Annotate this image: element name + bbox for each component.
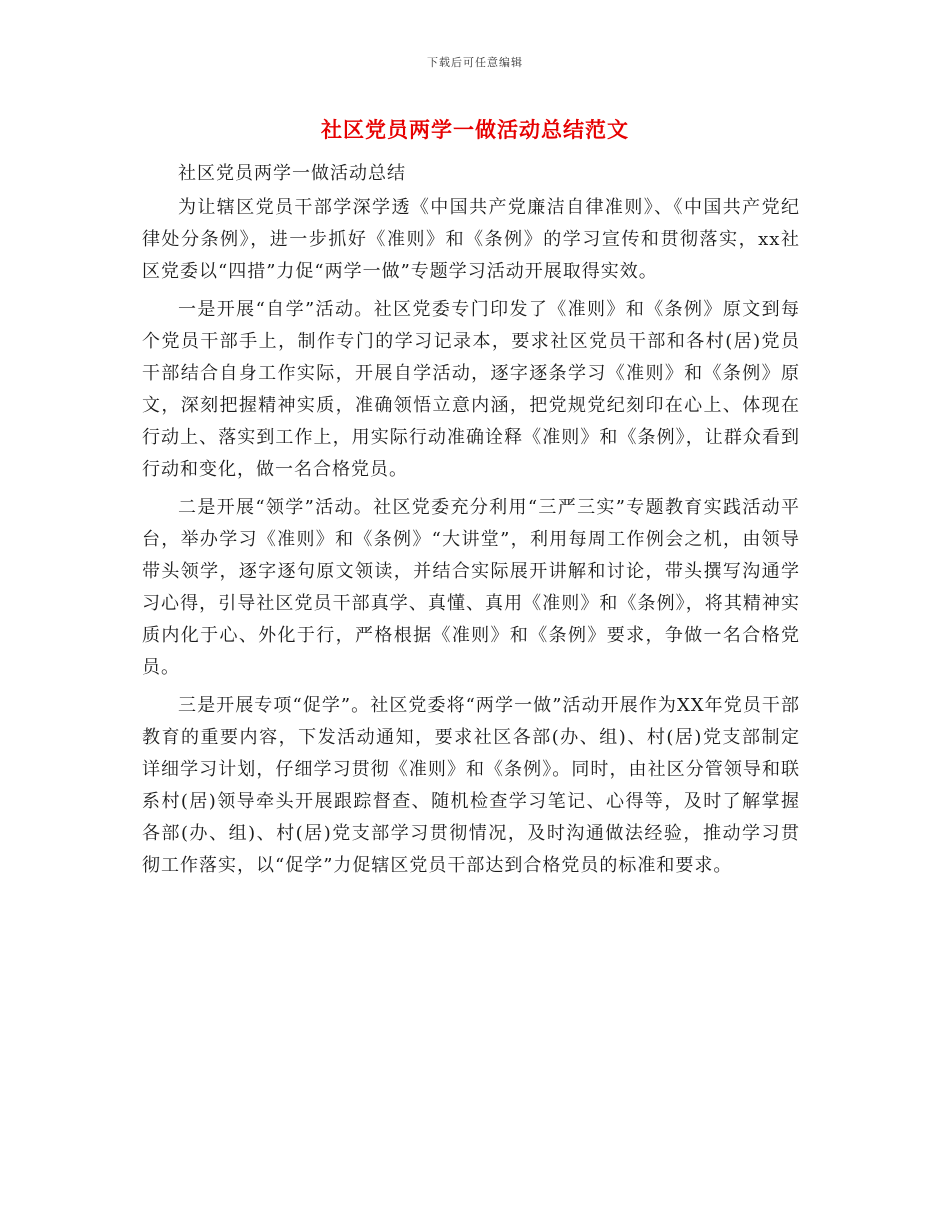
paragraph-self-study: 一是开展“自学”活动。社区党委专门印发了《准则》和《条例》原文到每个党员干部手上，制作专门的学习记录本，要求社区党员干部和各村(居)党员干部结合自身工作实际，开展自学活动，逐字逐条学习《准则》和《条例》原文，深刻把握精神实质，准确领悟立意内涵，把党规党纪刻印在心上、体现在行动上、落实到工作上，用实际行动准确诠释《准则》和《条例》，让群众看到行动和变化，做一名合格党员。 [142, 299, 800, 480]
paragraph-promote-study: 三是开展专项“促学”。社区党委将“两学一做”活动开展作为XX年党员干部教育的重要内容，下发活动通知，要求社区各部(办、组)、村(居)党支部制定详细学习计划，仔细学习贯彻《准则》和《条例》。同时，由社区分管领导和联系村(居)领导牵头开展跟踪督查、随机检查学习笔记、心得等，及时了解掌握各部(办、组)、村(居)党支部学习贯彻情况，及时沟通做法经验，推动学习贯彻工作落实，以“促学”力促辖区党员干部达到合格党员的标准和要求。 [142, 695, 800, 876]
document-title: 社区党员两学一做活动总结范文 [321, 117, 629, 142]
paragraph-led-study: 二是开展“领学”活动。社区党委充分利用“三严三实”专题教育实践活动平台，举办学习《准则》和《条例》“大讲堂”，利用每周工作例会之机，由领导带头领学，逐字逐句原文领读，并结合实际展开讲解和讨论，带头撰写沟通学习心得，引导社区党员干部真学、真懂、真用《准则》和《条例》，将其精神实质内化于心、外化于行，严格根据《准则》和《条例》要求，争做一名合格党员。 [142, 497, 800, 678]
document-body [142, 158, 800, 888]
header-note: 下载后可任意编辑 [427, 56, 523, 69]
document-subtitle: 社区党员两学一做活动总结 [178, 163, 406, 184]
paragraph-intro: 为让辖区党员干部学深学透《中国共产党廉洁自律准则》、《中国共产党纪律处分条例》，进一步抓好《准则》和《条例》的学习宣传和贯彻落实，xx社区党委以“四措”力促“两学一做”专题学习活动开展取得实效。 [142, 197, 800, 282]
